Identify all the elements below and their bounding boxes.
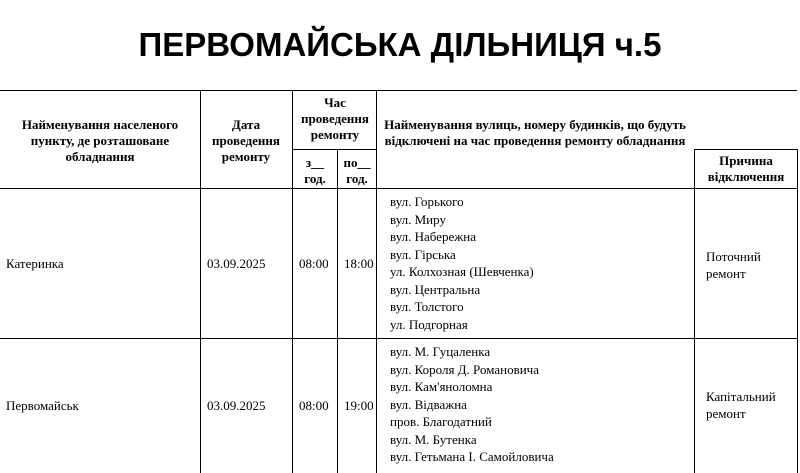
header-reason: Причина відключення	[707, 153, 785, 184]
row-time-to: 18:00	[344, 256, 374, 271]
row-date: 03.09.2025	[207, 256, 266, 271]
street-item: вул. Короля Д. Романовича	[390, 361, 539, 377]
row-locality: Катеринка	[6, 256, 64, 271]
street-item: вул. Відважна	[390, 396, 467, 412]
row-time-to: 19:00	[344, 398, 374, 413]
header-date: Дата проведення ремонту	[212, 117, 280, 164]
street-item: вул. Центральна	[390, 281, 481, 297]
street-item: ул. Подгорная	[390, 316, 468, 332]
header-time-to: по__ год.	[343, 155, 371, 186]
street-item: ул. Колхозная (Шевченка)	[390, 264, 534, 279]
street-item: вул. Гірська	[390, 246, 456, 262]
street-item: пров. Благодатний	[390, 414, 492, 429]
header-locality: Найменування населеного пункту, де розташоване обладнання	[21, 117, 179, 164]
street-item: вул. Толстого	[390, 299, 464, 314]
row-date: 03.09.2025	[207, 398, 266, 413]
header-streets: Найменування вулиць, номеру будинків, що будуть відключені на час проведення ремонту обладнання	[384, 117, 686, 148]
row-streets	[390, 193, 534, 333]
street-item: вул. Набережна	[390, 229, 476, 244]
row-locality: Первомайськ	[6, 398, 79, 413]
row-time-from: 08:00	[299, 256, 329, 271]
page-title: ПЕРВОМАЙСЬКА ДІЛЬНИЦЯ ч.5	[138, 26, 662, 63]
row-reason: Капітальний ремонт	[706, 389, 776, 421]
street-item: вул. Гетьмана І. Самойловича	[390, 449, 554, 464]
header-time: Час проведення ремонту	[301, 95, 369, 142]
row-reason: Поточний ремонт	[706, 249, 761, 281]
street-item: вул. Миру	[390, 211, 446, 227]
street-item: вул. М. Гуцаленка	[390, 344, 491, 359]
row-time-from: 08:00	[299, 398, 329, 413]
header-time-from: з__ год.	[304, 155, 326, 186]
street-item: вул. Горького	[390, 194, 464, 209]
street-item: вул. Кам'яноломна	[390, 379, 493, 394]
street-item: вул. М. Бутенка	[390, 431, 477, 447]
row-streets	[390, 343, 554, 466]
